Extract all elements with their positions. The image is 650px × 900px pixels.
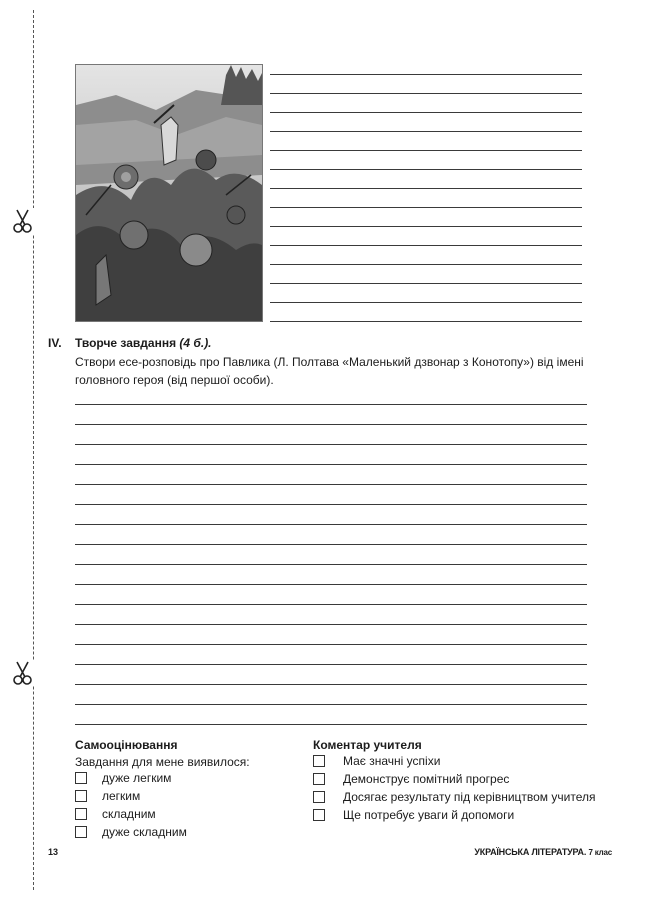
self-assessment-subtitle: Завдання для мене виявилося:	[75, 755, 250, 769]
checkbox-teacher-guided[interactable]	[313, 791, 325, 803]
writing-line	[75, 544, 587, 545]
writing-line	[270, 188, 582, 189]
teacher-comment-title: Коментар учителя	[313, 738, 422, 752]
writing-line	[75, 604, 587, 605]
comment-needs-help: Ще потребує уваги й допомоги	[343, 808, 515, 822]
checkbox-noticeable-progress[interactable]	[313, 773, 325, 785]
checkbox-very-difficult[interactable]	[75, 826, 87, 838]
writing-line	[270, 131, 582, 132]
task-instructions: Створи есе-розповідь про Павлика (Л. Полтава «Маленький дзвонар з Конотопу») від імені головного героя (від першої особи).	[75, 355, 584, 387]
writing-line	[270, 264, 582, 265]
writing-line	[270, 302, 582, 303]
writing-line	[75, 504, 587, 505]
option-difficult: складним	[102, 807, 156, 821]
writing-line	[75, 484, 587, 485]
writing-line	[75, 724, 587, 725]
writing-line	[75, 664, 587, 665]
comment-teacher-guided: Досягає результату під керівництвом учителя	[343, 790, 596, 804]
writing-line	[270, 93, 582, 94]
writing-line	[75, 684, 587, 685]
checkbox-significant-success[interactable]	[313, 755, 325, 767]
battle-scene-illustration	[75, 64, 263, 322]
writing-line	[270, 226, 582, 227]
cut-line	[33, 10, 34, 890]
writing-line	[75, 584, 587, 585]
writing-line	[270, 150, 582, 151]
writing-line	[75, 644, 587, 645]
option-easy: легким	[102, 789, 141, 803]
footer-book-name: УКРАЇНСЬКА ЛІТЕРАТУРА.	[474, 847, 587, 857]
checkbox-easy[interactable]	[75, 790, 87, 802]
writing-line	[75, 704, 587, 705]
writing-line	[270, 74, 582, 75]
option-very-easy: дуже легким	[102, 771, 172, 785]
writing-line	[75, 424, 587, 425]
writing-line	[75, 564, 587, 565]
writing-line	[75, 524, 587, 525]
writing-line	[270, 207, 582, 208]
writing-line	[270, 245, 582, 246]
option-very-difficult: дуже складним	[102, 825, 187, 839]
writing-line	[270, 169, 582, 170]
writing-line	[75, 404, 587, 405]
checkbox-difficult[interactable]	[75, 808, 87, 820]
writing-line	[75, 624, 587, 625]
writing-line	[75, 444, 587, 445]
writing-line	[270, 283, 582, 284]
scissors-icon	[12, 660, 34, 686]
writing-line	[270, 321, 582, 322]
comment-significant-success: Має значні успіхи	[343, 754, 441, 768]
scissors-icon	[12, 208, 34, 234]
page-number: 13	[48, 847, 59, 857]
checkbox-needs-help[interactable]	[313, 809, 325, 821]
writing-line	[270, 112, 582, 113]
self-assessment-title: Самооцінювання	[75, 738, 178, 752]
comment-noticeable-progress: Демонструє помітний прогрес	[343, 772, 510, 786]
checkbox-very-easy[interactable]	[75, 772, 87, 784]
task-number: IV.	[48, 336, 62, 350]
footer-book-title	[474, 844, 612, 861]
task-title-text: Творче завдання	[75, 336, 177, 350]
task-points: (4 б.).	[179, 336, 212, 350]
task-title	[75, 335, 212, 351]
footer-grade: 7 клас	[588, 848, 612, 857]
writing-line	[75, 464, 587, 465]
